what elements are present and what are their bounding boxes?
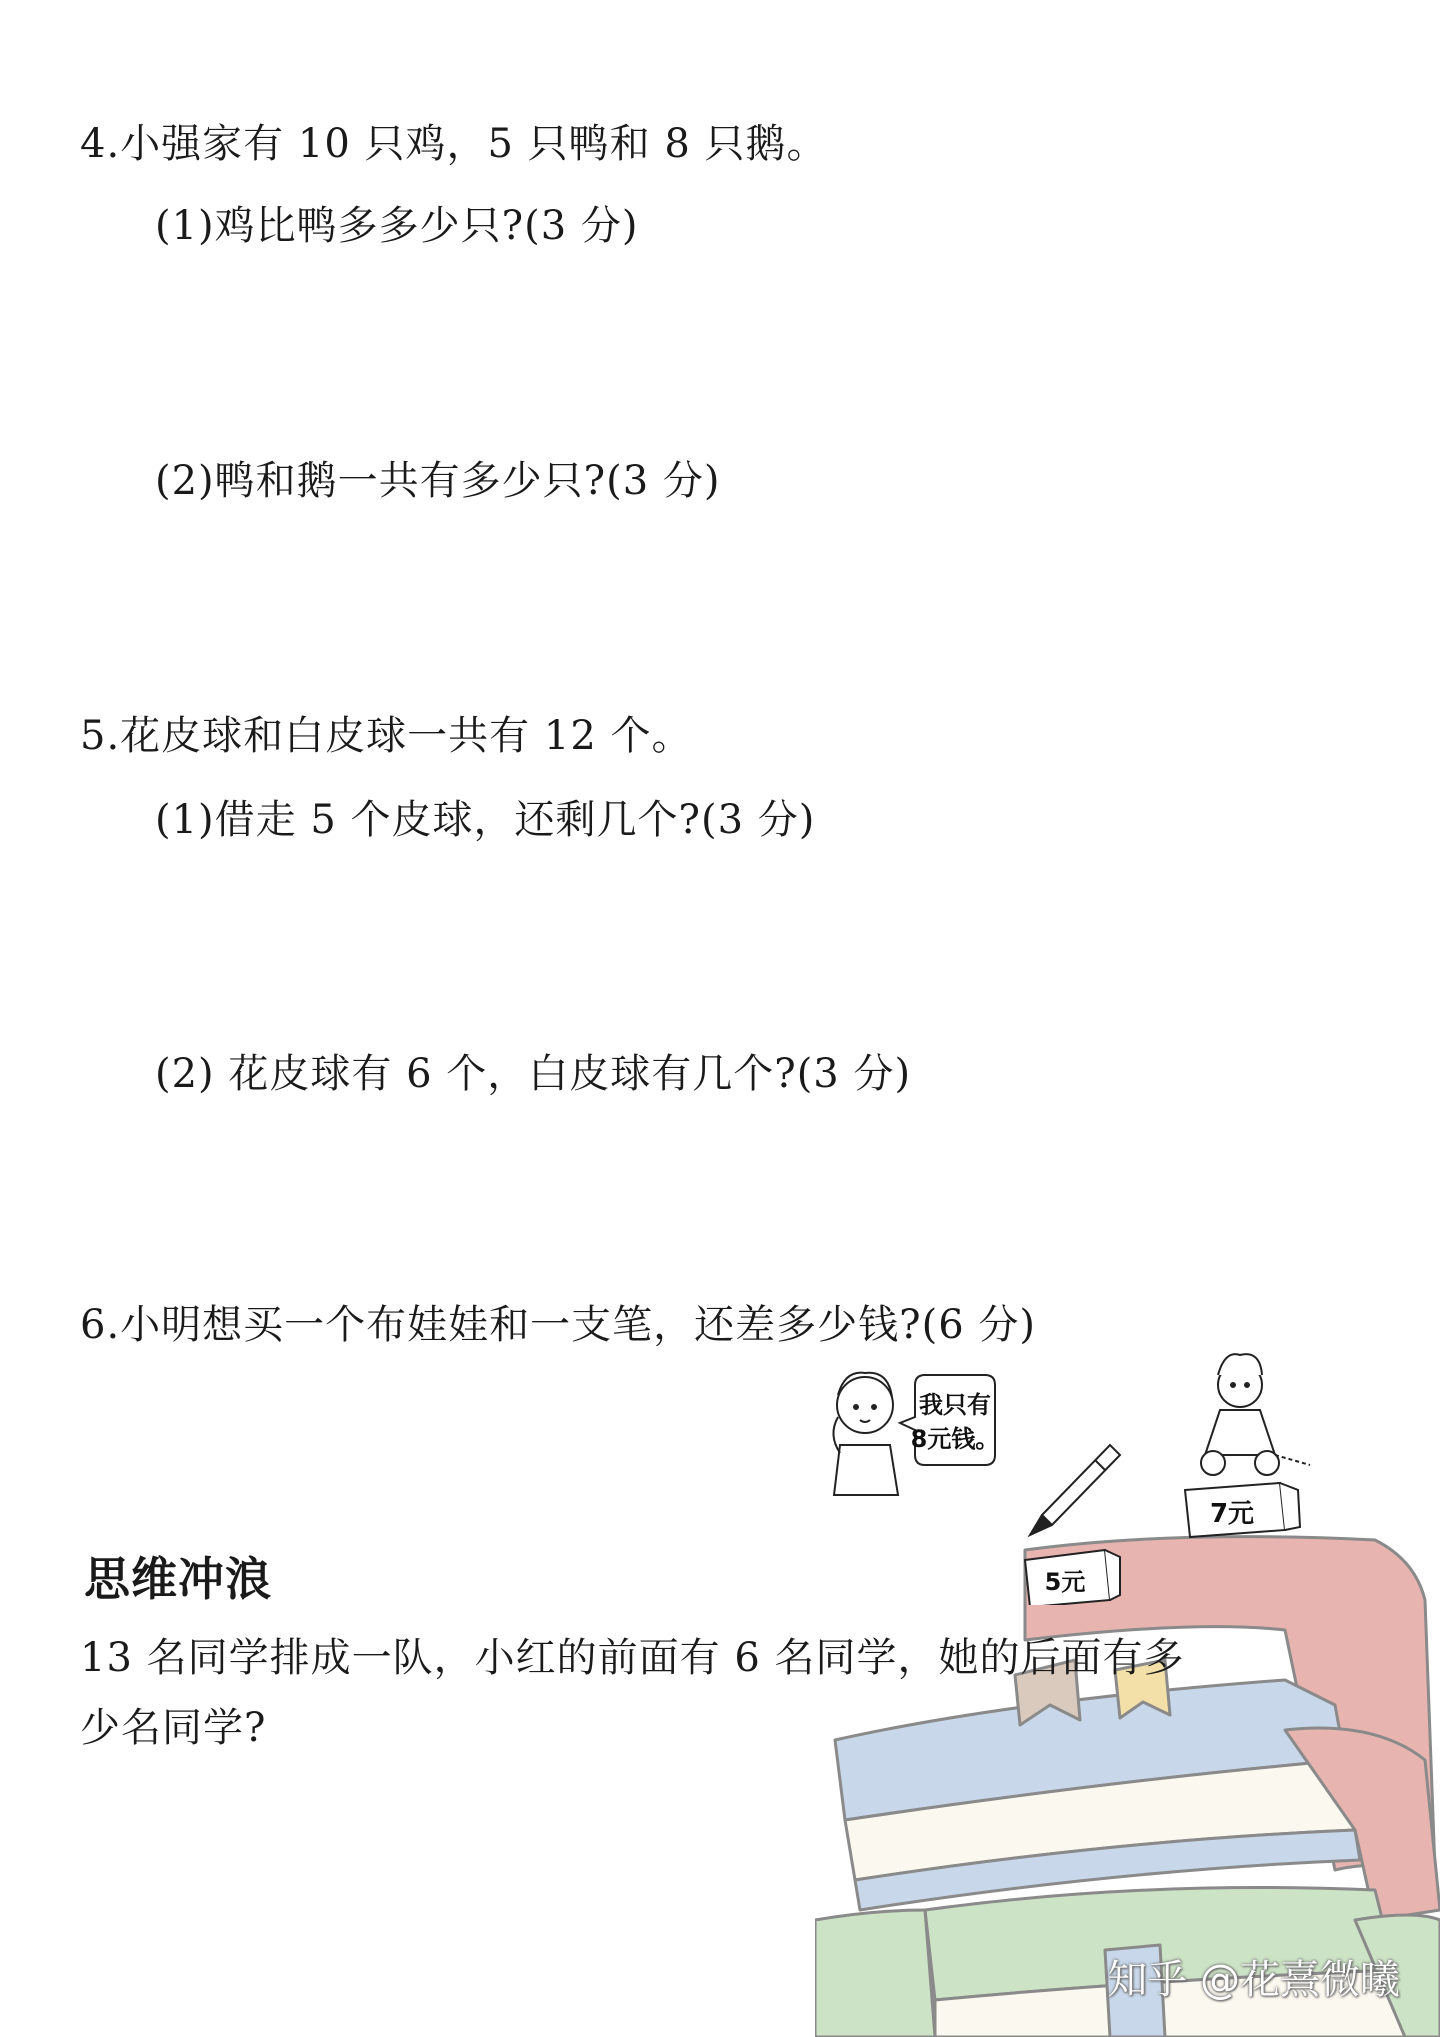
doll-icon [1201,1354,1310,1475]
pen-price: 5元 [1044,1568,1086,1596]
question-5-stem: 5.花皮球和白皮球一共有 12 个。 [80,713,693,759]
zhihu-watermark: 知乎 @花熹微曦 [1107,1957,1400,2003]
question-4-stem: 4.小强家有 10 只鸡，5 只鸭和 8 只鹅。 [80,121,828,167]
question-4-part-2: (2)鸭和鹅一共有多少只?(3 分) [155,458,721,504]
boy-icon [833,1373,898,1495]
bubble-line-1: 我只有 [919,1391,991,1419]
question-6-stem: 6.小明想买一个布娃娃和一支笔，还差多少钱?(6 分) [80,1302,1036,1348]
shopping-scene-illustration [820,1345,1320,1605]
question-4-part-1: (1)鸡比鸭多多少只?(3 分) [155,203,639,249]
doll-price: 7元 [1209,1499,1255,1529]
thinking-question-line-1: 13 名同学排成一队，小红的前面有 6 名同学，她的后面有多 [80,1635,1185,1681]
question-5-part-2: (2) 花皮球有 6 个，白皮球有几个?(3 分) [155,1051,912,1097]
bubble-line-2: 8元钱。 [910,1425,1000,1453]
thinking-question-line-2: 少名同学? [80,1705,267,1751]
pen-icon [1030,1445,1120,1535]
section-heading-thinking: 思维冲浪 [84,1552,272,1606]
question-5-part-1: (1)借走 5 个皮球，还剩几个?(3 分) [155,797,816,843]
